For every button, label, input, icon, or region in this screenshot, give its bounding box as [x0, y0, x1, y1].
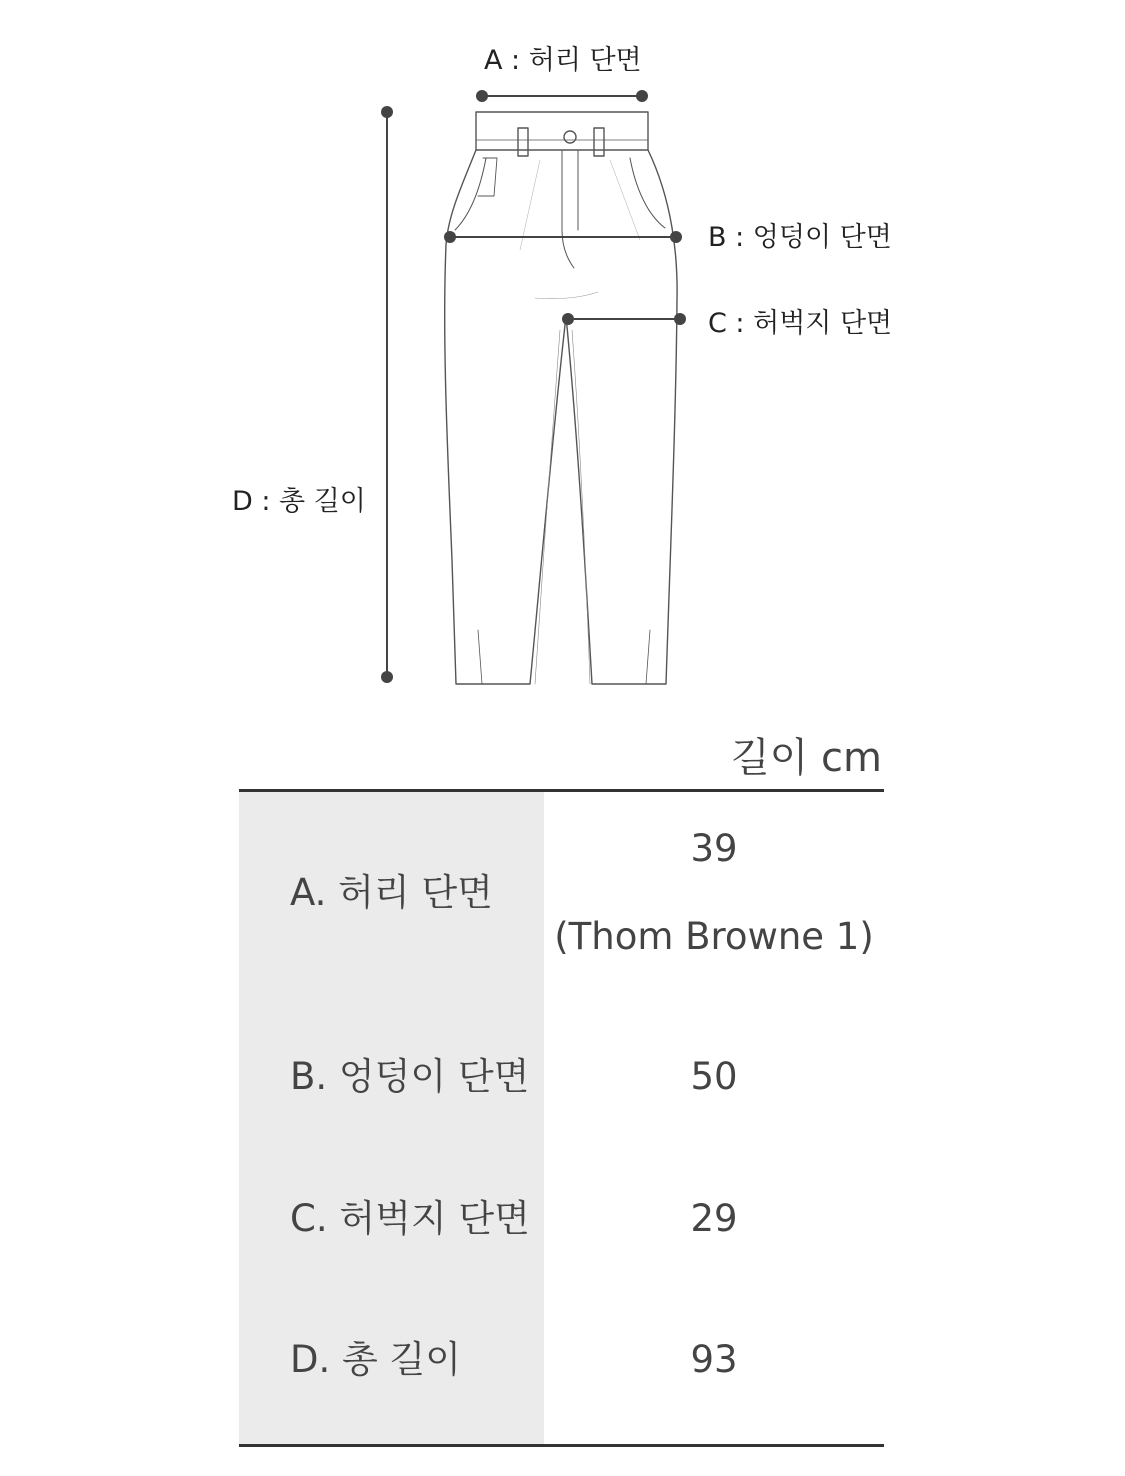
label-a-waist: A : 허리 단면	[484, 45, 642, 76]
measure-dot-c-right	[674, 313, 686, 325]
coin-pocket	[478, 158, 497, 196]
row-note-a: (Thom Browne 1)	[554, 915, 874, 958]
pants-outline	[445, 150, 677, 684]
belt-loop-left	[518, 128, 528, 156]
pocket-right	[630, 158, 665, 228]
measure-dot-d-top	[381, 106, 393, 118]
measure-dot-b-right	[670, 231, 682, 243]
row-label-a: A. 허리 단면	[290, 871, 493, 914]
pants-illustration	[0, 0, 1125, 720]
row-value-d: 93	[690, 1338, 738, 1381]
row-value-c: 29	[690, 1197, 738, 1240]
waistband	[476, 112, 648, 150]
waist-button	[564, 131, 576, 143]
row-label-d: D. 총 길이	[290, 1338, 462, 1381]
label-c-thigh: C : 허벅지 단면	[708, 308, 893, 339]
measure-dot-d-bottom	[381, 671, 393, 683]
pants-measurement-diagram	[0, 0, 1125, 720]
belt-loop-right	[594, 128, 604, 156]
pocket-left	[455, 158, 486, 230]
row-label-b: B. 엉덩이 단면	[290, 1055, 530, 1098]
label-b-hip: B : 엉덩이 단면	[708, 222, 892, 253]
fly-stitch	[562, 150, 578, 268]
size-table	[239, 789, 884, 1447]
row-value-a: 39	[690, 827, 738, 870]
label-d-length: D : 총 길이	[232, 486, 366, 517]
row-value-b: 50	[690, 1055, 738, 1098]
measure-dot-a-right	[636, 90, 648, 102]
unit-header: 길이 cm	[731, 735, 882, 781]
measure-dot-c-left	[562, 313, 574, 325]
measure-dot-b-left	[444, 231, 456, 243]
row-label-c: C. 허벅지 단면	[290, 1197, 530, 1240]
measure-dot-a-left	[476, 90, 488, 102]
